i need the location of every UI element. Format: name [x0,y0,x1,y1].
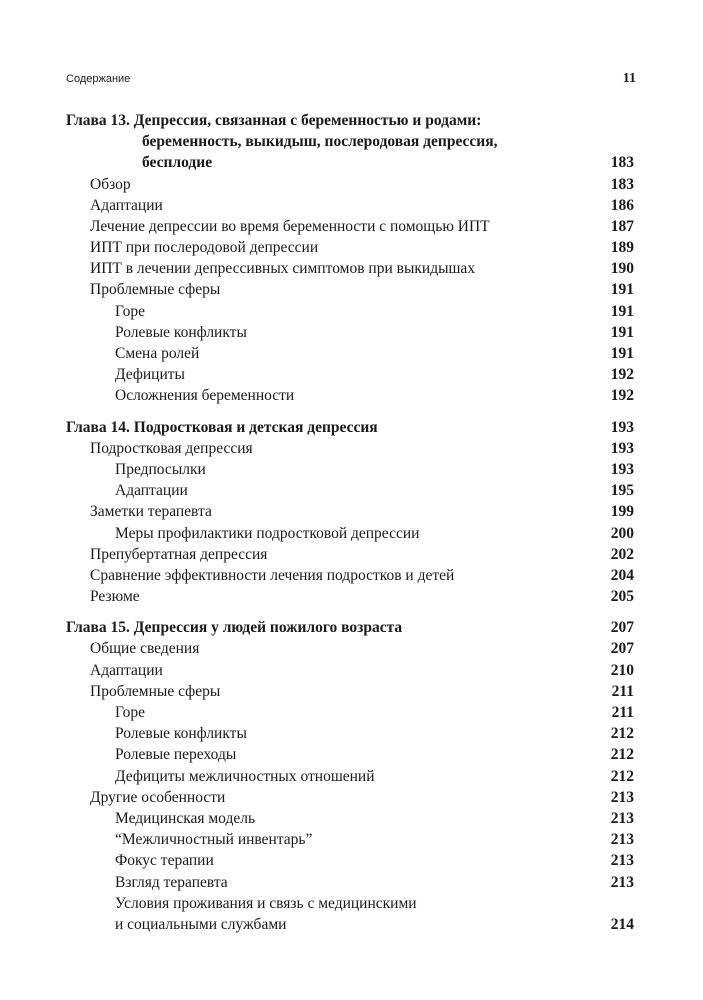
chapter-section [66,110,634,407]
toc-entry[interactable] [66,914,634,935]
toc-entry[interactable] [66,523,634,544]
toc-entry[interactable] [66,258,634,279]
toc-entry[interactable] [66,322,634,343]
chapter-page-number: 193 [610,418,634,436]
toc-entry-page: 187 [610,217,634,235]
toc-entry-title: Заметки терапевта [90,503,212,521]
toc-entry[interactable] [66,501,634,522]
toc-entry[interactable] [66,385,634,406]
toc-entry[interactable] [66,480,634,501]
toc-entry-title: ИПТ при послеродовой депрессии [90,239,319,257]
toc-entry-title: Проблемные сферы [90,281,221,299]
toc-entry[interactable] [66,723,634,744]
toc-entry-page: 213 [610,873,634,891]
toc-entry-page: 191 [610,281,634,299]
toc-entry-title: Горе [115,704,145,722]
toc-entry[interactable] [66,280,634,301]
toc-entry[interactable] [66,872,634,893]
toc-entry-page: 191 [610,323,634,341]
toc-entry-title: Дефициты [115,366,185,384]
toc-entry[interactable] [66,174,634,195]
toc-entry[interactable] [66,681,634,702]
toc-entry-page: 192 [610,387,634,405]
toc-entry-page: 183 [610,175,634,193]
toc-entry-page: 210 [610,661,634,679]
chapter-section [66,417,634,608]
chapter-heading-line[interactable] [66,152,634,173]
toc-entry[interactable] [66,364,634,385]
toc-entry-title: Осложнения беременности [115,387,295,405]
toc-entry-page: 200 [610,524,634,542]
chapter-heading-line[interactable] [66,131,634,152]
toc-entry-title: Адаптации [115,482,188,500]
table-of-contents [66,110,634,945]
toc-entry-page: 213 [610,809,634,827]
chapter-page-number: 183 [610,154,634,172]
toc-entry-title: Общие сведения [90,640,200,658]
toc-entry-page: 211 [611,704,634,722]
toc-entry-page: 195 [610,482,634,500]
chapter-title: Глава 13. Депрессия, связанная с беременностью и родами: [66,111,482,129]
toc-entry-title: Адаптации [90,196,163,214]
toc-entry[interactable] [66,438,634,459]
toc-entry-title: Адаптации [90,661,163,679]
toc-entry-title: Сравнение эффективности лечения подростков и детей [90,566,455,584]
toc-entry[interactable] [66,787,634,808]
chapter-title: бесплодие [142,154,213,172]
toc-entry-page: 199 [610,503,634,521]
toc-entry[interactable] [66,639,634,660]
running-title: Содержание [66,73,131,85]
toc-entry-page: 213 [610,788,634,806]
chapter-page-number: 207 [610,619,634,637]
toc-entry-page: 193 [610,460,634,478]
chapter-heading-line[interactable] [66,617,634,638]
page-number: 11 [622,71,636,86]
toc-entry-title: Предпосылки [115,460,206,478]
chapter-title: Глава 14. Подростковая и детская депрессия [66,418,378,436]
toc-entry-title: Другие особенности [90,788,226,806]
toc-entry-title: Проблемные сферы [90,682,221,700]
toc-entry-title: Ролевые переходы [115,746,237,764]
toc-entry-title: ИПТ в лечении депрессивных симптомов при выкидышах [90,260,476,278]
toc-entry[interactable] [66,301,634,322]
toc-entry-title: Фокус терапии [115,852,214,870]
toc-entry-title: Резюме [90,588,140,606]
toc-entry-title: Медицинская модель [115,809,256,827]
toc-entry-title: Взгляд терапевта [115,873,228,891]
toc-entry-page: 192 [610,366,634,384]
toc-entry-title: и социальными службами [115,915,287,933]
toc-entry[interactable] [66,195,634,216]
toc-entry[interactable] [66,586,634,607]
toc-entry-title: Подростковая депрессия [90,439,253,457]
chapter-title: беременность, выкидыш, послеродовая депрессия, [142,133,498,151]
toc-entry-page: 205 [610,588,634,606]
running-header [66,71,636,89]
toc-entry-page: 212 [610,746,634,764]
toc-entry[interactable] [66,766,634,787]
toc-entry-page: 214 [610,915,634,933]
toc-entry[interactable] [66,216,634,237]
toc-entry-title: “Межличностный инвентарь” [115,831,313,849]
toc-entry[interactable] [66,237,634,258]
toc-entry[interactable] [66,660,634,681]
toc-entry-title: Препубертатная депрессия [90,545,268,563]
chapter-heading-line[interactable] [66,110,634,131]
toc-entry[interactable] [66,850,634,871]
toc-entry[interactable] [66,459,634,480]
toc-entry-title: Ролевые конфликты [115,725,247,743]
chapter-heading-line[interactable] [66,417,634,438]
toc-entry-page: 213 [610,852,634,870]
toc-entry-title: Горе [115,302,145,320]
toc-entry-page: 193 [610,439,634,457]
toc-entry-page: 202 [610,545,634,563]
toc-entry[interactable] [66,744,634,765]
toc-entry[interactable] [66,808,634,829]
toc-entry-page: 189 [610,239,634,257]
toc-entry-title: Ролевые конфликты [115,323,247,341]
toc-entry-page: 213 [610,831,634,849]
toc-entry-page: 211 [611,682,634,700]
toc-entry-page: 186 [610,196,634,214]
toc-entry-title: Смена ролей [115,345,200,363]
toc-entry[interactable] [66,893,634,914]
toc-entry[interactable] [66,565,634,586]
toc-entry-page: 191 [610,302,634,320]
toc-entry-title: Условия проживания и связь с медицинскими [115,894,417,912]
toc-entry-page: 207 [610,640,634,658]
toc-entry-title: Дефициты межличностных отношений [115,767,375,785]
toc-entry[interactable] [66,702,634,723]
toc-entry-page: 191 [610,345,634,363]
toc-entry[interactable] [66,829,634,850]
toc-entry-page: 204 [610,566,634,584]
chapter-title: Глава 15. Депрессия у людей пожилого возраста [66,619,403,637]
toc-entry-title: Обзор [90,175,131,193]
toc-entry[interactable] [66,343,634,364]
toc-entry-page: 212 [610,767,634,785]
toc-entry-title: Лечение депрессии во время беременности с помощью ИПТ [90,217,490,235]
toc-entry-page: 190 [610,260,634,278]
toc-entry-page: 212 [610,725,634,743]
toc-entry-title: Меры профилактики подростковой депрессии [115,524,420,542]
toc-entry[interactable] [66,544,634,565]
chapter-section [66,617,634,935]
